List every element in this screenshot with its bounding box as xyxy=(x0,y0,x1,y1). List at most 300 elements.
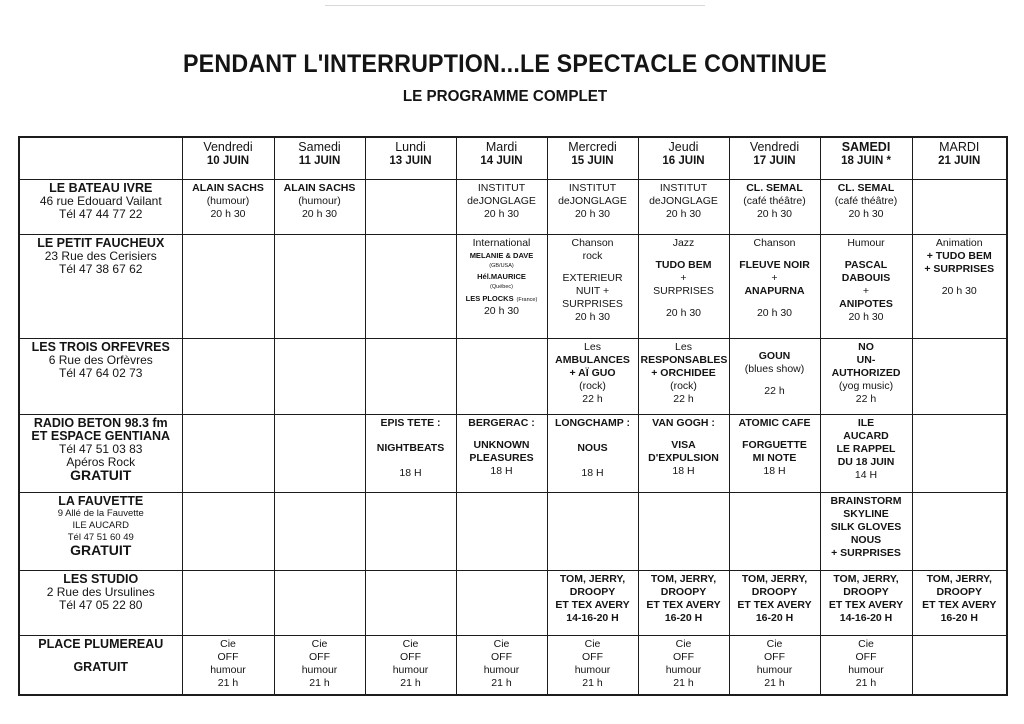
event-line: OFF xyxy=(855,650,877,663)
event-cell xyxy=(638,492,729,570)
event-time: 20 h 30 xyxy=(665,207,702,220)
day-header xyxy=(638,137,729,179)
venue-name: RADIO BETON 98.3 fm xyxy=(33,415,168,430)
event-cell xyxy=(274,635,365,695)
event-line: ATOMIC CAFE xyxy=(738,416,811,429)
event-time: 18 H xyxy=(581,466,604,479)
venue-row xyxy=(19,570,1007,635)
event-cell xyxy=(729,179,820,234)
event-time: 18 H xyxy=(672,464,695,477)
event-time: 22 h xyxy=(673,392,694,405)
event-line: ET TEX AVERY xyxy=(737,598,812,611)
event-line: humour xyxy=(848,663,884,676)
venue-address: 23 Rue des Cerisiers xyxy=(44,248,157,263)
event-cell xyxy=(729,492,820,570)
event-line: Les xyxy=(675,340,692,353)
venue-address: 46 rue Edouard Vailant xyxy=(39,193,162,208)
event-cell xyxy=(729,338,820,414)
event-line: D'EXPULSION xyxy=(648,451,719,464)
venue-phone: Tél 47 38 67 62 xyxy=(59,261,143,276)
venue-phone: Tél 47 05 22 80 xyxy=(59,597,143,612)
event-line: ALAIN SACHS xyxy=(283,181,356,194)
event-line: ILE xyxy=(857,416,875,429)
day-name: Vendredi xyxy=(749,140,800,154)
event-time: 21 h xyxy=(855,676,877,689)
event-line: NOUS xyxy=(850,533,882,546)
event-line: CL. SEMAL xyxy=(746,181,803,194)
event-line: INSTITUT xyxy=(477,181,526,194)
program-table xyxy=(18,136,1008,696)
event-line: Hél.MAURICE xyxy=(477,271,526,281)
event-line: BERGERAC : xyxy=(468,416,535,429)
event-line: deJONGLAGE xyxy=(467,194,536,207)
event-line: SURPRISES xyxy=(653,284,714,297)
event-line: CL. SEMAL xyxy=(837,181,895,194)
event-line: + AÏ GUO xyxy=(569,366,616,379)
event-cell xyxy=(912,338,1007,414)
spacer xyxy=(641,250,727,259)
day-header xyxy=(912,137,1007,179)
day-name: Lundi xyxy=(395,140,426,154)
event-time: 16-20 H xyxy=(664,611,703,624)
event-time: 20 h 30 xyxy=(483,207,520,220)
free-label: GRATUIT xyxy=(73,659,129,674)
spacer xyxy=(368,455,454,467)
day-name: SAMEDI xyxy=(841,140,891,154)
event-cell xyxy=(274,492,365,570)
event-cell xyxy=(638,635,729,695)
event-time: 20 h 30 xyxy=(848,207,884,220)
day-date: 18 JUIN * xyxy=(841,155,891,167)
event-line: Jazz xyxy=(672,236,695,249)
venue-cell xyxy=(19,635,182,695)
event-line: TUDO BEM xyxy=(655,258,712,271)
day-header xyxy=(729,137,820,179)
event-line: + SURPRISES xyxy=(831,546,901,559)
event-line: OFF xyxy=(764,650,785,663)
event-time: 21 h xyxy=(673,676,694,689)
event-line-part: LES PLOCKS xyxy=(465,293,514,303)
event-cell xyxy=(182,492,274,570)
event-line: EPIS TETE : xyxy=(380,416,441,429)
event-cell xyxy=(365,338,456,414)
event-time: 20 h 30 xyxy=(756,306,793,319)
event-line: Cie xyxy=(402,637,419,650)
event-time: 20 h 30 xyxy=(574,310,611,323)
event-cell xyxy=(456,414,547,492)
event-cell xyxy=(365,570,456,635)
event-line: Cie xyxy=(220,637,236,650)
event-line: OFF xyxy=(217,650,239,663)
venue-note: Apéros Rock xyxy=(66,454,136,469)
day-header xyxy=(547,137,638,179)
event-line: NIGHTBEATS xyxy=(376,441,445,454)
event-cell xyxy=(182,635,274,695)
day-date: 14 JUIN xyxy=(480,155,523,167)
event-line: DROOPY xyxy=(843,585,889,598)
event-line: Cie xyxy=(766,637,783,650)
event-line: Humour xyxy=(847,236,885,249)
event-line: (GB/USA) xyxy=(489,262,514,269)
event-line: ALAIN SACHS xyxy=(192,181,264,194)
event-cell xyxy=(547,414,638,492)
event-cell xyxy=(912,414,1007,492)
event-cell xyxy=(547,234,638,338)
event-line: INSTITUT xyxy=(568,181,617,194)
event-cell xyxy=(547,570,638,635)
venue-row xyxy=(19,492,1007,570)
event-time: 20 h 30 xyxy=(483,304,520,317)
day-header xyxy=(365,137,456,179)
event-line xyxy=(459,292,545,305)
day-date: 15 JUIN xyxy=(571,155,614,167)
event-line: (rock) xyxy=(579,379,606,392)
event-line: DROOPY xyxy=(569,585,616,598)
event-line: + xyxy=(680,271,687,284)
event-time: 22 h xyxy=(582,392,603,405)
venue-cell xyxy=(19,338,182,414)
free-label: GRATUIT xyxy=(70,466,132,483)
venue-name: LE PETIT FAUCHEUX xyxy=(37,235,165,250)
event-cell xyxy=(274,414,365,492)
event-time: 22 h xyxy=(855,392,877,405)
event-line: DROOPY xyxy=(936,585,982,598)
day-date: 21 JUIN xyxy=(938,155,981,167)
event-line: NOUS xyxy=(577,441,608,454)
event-time: 16-20 H xyxy=(755,611,794,624)
event-cell xyxy=(182,234,274,338)
spacer xyxy=(22,651,180,661)
day-header xyxy=(274,137,365,179)
event-line: MI NOTE xyxy=(752,451,797,464)
event-cell xyxy=(820,179,912,234)
event-line: OFF xyxy=(309,650,330,663)
venue-phone: Tél 47 51 03 83 xyxy=(59,441,143,456)
event-line: TOM, JERRY, xyxy=(650,572,717,585)
event-time: 20 h 30 xyxy=(848,310,884,323)
event-line: humour xyxy=(574,663,611,676)
event-line: OFF xyxy=(582,650,603,663)
event-line: EXTERIEUR xyxy=(562,271,623,284)
event-cell xyxy=(912,635,1007,695)
event-line: AUCARD xyxy=(843,429,889,442)
event-line: rock xyxy=(582,249,603,262)
page-subtitle: LE PROGRAMME COMPLET xyxy=(402,88,608,105)
event-line: ET TEX AVERY xyxy=(828,598,904,611)
event-line: BRAINSTORM xyxy=(830,494,902,507)
event-cell xyxy=(365,234,456,338)
event-line-part: (France) xyxy=(516,296,538,303)
day-header xyxy=(820,137,912,179)
venue-name: LES STUDIO xyxy=(63,571,139,586)
event-line: OFF xyxy=(673,650,694,663)
event-cell xyxy=(912,570,1007,635)
event-cell xyxy=(820,414,912,492)
spacer xyxy=(550,263,636,272)
event-line: + xyxy=(862,284,870,297)
event-cell xyxy=(820,492,912,570)
event-time: 21 h xyxy=(309,676,330,689)
event-cell xyxy=(912,234,1007,338)
event-time: 20 h 30 xyxy=(574,207,611,220)
event-cell xyxy=(729,414,820,492)
venue-name-2: ET ESPACE GENTIANA xyxy=(31,428,171,443)
spacer xyxy=(641,430,727,439)
event-time: 21 h xyxy=(400,676,421,689)
event-line: TOM, JERRY, xyxy=(741,572,808,585)
day-name: Mardi xyxy=(485,140,518,154)
event-line: DABOUIS xyxy=(841,271,891,284)
event-line: humour xyxy=(665,663,702,676)
event-time: 20 h 30 xyxy=(301,207,338,220)
free-label: GRATUIT xyxy=(70,541,132,558)
day-name: Jeudi xyxy=(668,140,699,154)
event-line: Les xyxy=(584,340,601,353)
event-line: (blues show) xyxy=(744,362,805,375)
event-line: DU 18 JUIN xyxy=(837,455,895,468)
event-cell xyxy=(820,234,912,338)
event-cell xyxy=(456,635,547,695)
event-line: INSTITUT xyxy=(659,181,708,194)
event-line: FORGUETTE xyxy=(742,438,807,451)
event-time: 21 h xyxy=(582,676,603,689)
top-rule xyxy=(325,5,705,6)
event-cell xyxy=(638,338,729,414)
event-line: PLEASURES xyxy=(469,451,534,464)
event-cell xyxy=(456,338,547,414)
event-cell xyxy=(456,179,547,234)
event-cell xyxy=(547,179,638,234)
event-time: 20 h 30 xyxy=(665,306,702,319)
event-line: ANIPOTES xyxy=(839,297,893,310)
event-line: VISA xyxy=(671,438,696,451)
event-line: + TUDO BEM xyxy=(926,249,992,262)
event-line: MELANIE & DAVE xyxy=(469,250,534,260)
event-line: DROOPY xyxy=(751,585,798,598)
event-line: Cie xyxy=(584,637,601,650)
event-cell xyxy=(182,570,274,635)
event-line: PASCAL xyxy=(844,258,888,271)
event-line: International xyxy=(472,236,531,249)
event-line: TOM, JERRY, xyxy=(926,572,992,585)
event-time: 22 h xyxy=(764,384,785,397)
event-cell xyxy=(182,338,274,414)
event-time: 20 h 30 xyxy=(941,284,977,297)
event-cell xyxy=(365,414,456,492)
venue-phone: Tél 47 64 02 73 xyxy=(59,365,143,380)
event-line: TOM, JERRY, xyxy=(833,572,899,585)
venue-row xyxy=(19,234,1007,338)
event-time: 21 h xyxy=(217,676,239,689)
spacer xyxy=(550,455,636,467)
event-line: AMBULANCES xyxy=(555,353,630,366)
event-line: deJONGLAGE xyxy=(558,194,627,207)
spacer xyxy=(915,276,1005,285)
event-time: 14-16-20 H xyxy=(566,611,619,624)
event-cell xyxy=(638,570,729,635)
event-time: 14-16-20 H xyxy=(839,611,893,624)
day-name: Samedi xyxy=(298,140,341,154)
day-name: Mercredi xyxy=(568,140,617,154)
event-line: SKYLINE xyxy=(843,507,889,520)
venue-name: PLACE PLUMEREAU xyxy=(38,636,164,651)
event-cell xyxy=(820,635,912,695)
venue-row xyxy=(19,414,1007,492)
event-line: LONGCHAMP : xyxy=(554,416,631,429)
event-line: UNKNOWN xyxy=(473,438,530,451)
event-line: OFF xyxy=(400,650,421,663)
header-row xyxy=(19,137,1007,179)
event-line: ET TEX AVERY xyxy=(555,598,630,611)
event-line: + ORCHIDEE xyxy=(651,366,716,379)
event-line: OFF xyxy=(491,650,512,663)
event-cell xyxy=(456,570,547,635)
day-date: 16 JUIN xyxy=(662,155,705,167)
event-cell xyxy=(638,179,729,234)
event-time: 18 H xyxy=(399,466,422,479)
event-line: LE RAPPEL xyxy=(836,442,896,455)
venue-cell xyxy=(19,492,182,570)
day-date: 17 JUIN xyxy=(753,155,796,167)
venue-address: 2 Rue des Ursulines xyxy=(46,584,155,599)
event-line: (humour) xyxy=(206,194,250,207)
event-line: Chanson xyxy=(753,236,796,249)
event-time: 20 h 30 xyxy=(756,207,793,220)
event-cell xyxy=(547,492,638,570)
event-cell xyxy=(274,179,365,234)
spacer xyxy=(732,430,818,439)
event-line: + SURPRISES xyxy=(924,262,995,275)
venue-name: LES TROIS ORFEVRES xyxy=(31,339,170,354)
event-line: Animation xyxy=(935,236,983,249)
event-line: deJONGLAGE xyxy=(649,194,718,207)
spacer xyxy=(732,250,818,259)
event-time: 20 h 30 xyxy=(210,207,246,220)
event-line: Cie xyxy=(493,637,510,650)
event-cell xyxy=(729,635,820,695)
event-cell xyxy=(820,570,912,635)
venue-name: LA FAUVETTE xyxy=(58,493,144,508)
event-line: humour xyxy=(483,663,520,676)
venue-address: 6 Rue des Orfèvres xyxy=(48,352,153,367)
corner-cell xyxy=(19,137,182,179)
event-cell xyxy=(456,234,547,338)
event-cell xyxy=(638,414,729,492)
spacer xyxy=(641,298,727,307)
event-time: 18 H xyxy=(763,464,786,477)
event-line: Chanson xyxy=(571,236,614,249)
venue-cell xyxy=(19,414,182,492)
day-date: 13 JUIN xyxy=(389,155,432,167)
spacer xyxy=(732,341,818,350)
venue-cell xyxy=(19,179,182,234)
spacer xyxy=(823,250,910,259)
venue-address: 9 Allé de la Fauvette xyxy=(57,507,144,519)
day-header xyxy=(182,137,274,179)
event-line: NUIT + xyxy=(575,284,610,297)
event-line: + xyxy=(771,271,778,284)
venue-row xyxy=(19,179,1007,234)
event-line: NO xyxy=(858,340,874,353)
event-line: RESPONSABLES xyxy=(640,353,728,366)
venue-cell xyxy=(19,234,182,338)
event-line: (Québec) xyxy=(490,283,513,290)
day-name: Vendredi xyxy=(203,140,253,154)
day-date: 11 JUIN xyxy=(298,155,341,167)
event-cell xyxy=(365,492,456,570)
event-line: humour xyxy=(392,663,429,676)
event-cell xyxy=(365,635,456,695)
event-line: (café théâtre) xyxy=(834,194,898,207)
event-line: (café théâtre) xyxy=(743,194,806,207)
event-cell xyxy=(456,492,547,570)
page-title: PENDANT L'INTERRUPTION...LE SPECTACLE CONTINUE xyxy=(182,50,827,78)
venue-phone: Tél 47 44 77 22 xyxy=(59,206,143,221)
event-cell xyxy=(547,338,638,414)
event-time: 21 h xyxy=(764,676,785,689)
event-cell xyxy=(547,635,638,695)
spacer xyxy=(368,430,454,442)
spacer xyxy=(732,376,818,385)
event-cell xyxy=(912,492,1007,570)
event-cell xyxy=(729,570,820,635)
event-cell xyxy=(182,414,274,492)
event-line: AUTHORIZED xyxy=(831,366,901,379)
event-line: SURPRISES xyxy=(562,297,623,310)
event-line: (yog music) xyxy=(838,379,894,392)
event-cell xyxy=(638,234,729,338)
event-line: Cie xyxy=(675,637,692,650)
event-line: ET TEX AVERY xyxy=(922,598,997,611)
venue-name: LE BATEAU IVRE xyxy=(49,180,153,195)
event-line: (rock) xyxy=(670,379,697,392)
event-time: 14 H xyxy=(854,468,878,481)
day-name: MARDI xyxy=(939,140,980,154)
event-line: GOUN xyxy=(758,349,791,362)
day-date: 10 JUIN xyxy=(206,155,250,167)
spacer xyxy=(550,430,636,442)
event-line: Cie xyxy=(858,637,874,650)
event-line: SILK GLOVES xyxy=(830,520,902,533)
event-cell xyxy=(365,179,456,234)
event-line: ANAPURNA xyxy=(744,284,805,297)
event-cell xyxy=(182,179,274,234)
event-time: 18 H xyxy=(490,464,513,477)
event-time: 21 h xyxy=(491,676,512,689)
event-time: 16-20 H xyxy=(940,611,978,624)
event-cell xyxy=(274,234,365,338)
event-line: humour xyxy=(756,663,793,676)
event-line: TOM, JERRY, xyxy=(559,572,626,585)
event-line: FLEUVE NOIR xyxy=(739,258,810,271)
event-line: humour xyxy=(210,663,246,676)
venue-row xyxy=(19,635,1007,695)
venue-row xyxy=(19,338,1007,414)
event-line: ET TEX AVERY xyxy=(646,598,721,611)
spacer xyxy=(732,298,818,307)
event-line: VAN GOGH : xyxy=(652,416,715,429)
event-cell xyxy=(729,234,820,338)
event-cell xyxy=(820,338,912,414)
event-line: Cie xyxy=(311,637,328,650)
spacer xyxy=(459,430,545,439)
venue-address: ILE AUCARD xyxy=(72,519,129,531)
event-line: (humour) xyxy=(298,194,341,207)
venue-phone: Tél 47 51 60 49 xyxy=(67,531,134,543)
venue-cell xyxy=(19,570,182,635)
event-cell xyxy=(912,179,1007,234)
day-header xyxy=(456,137,547,179)
